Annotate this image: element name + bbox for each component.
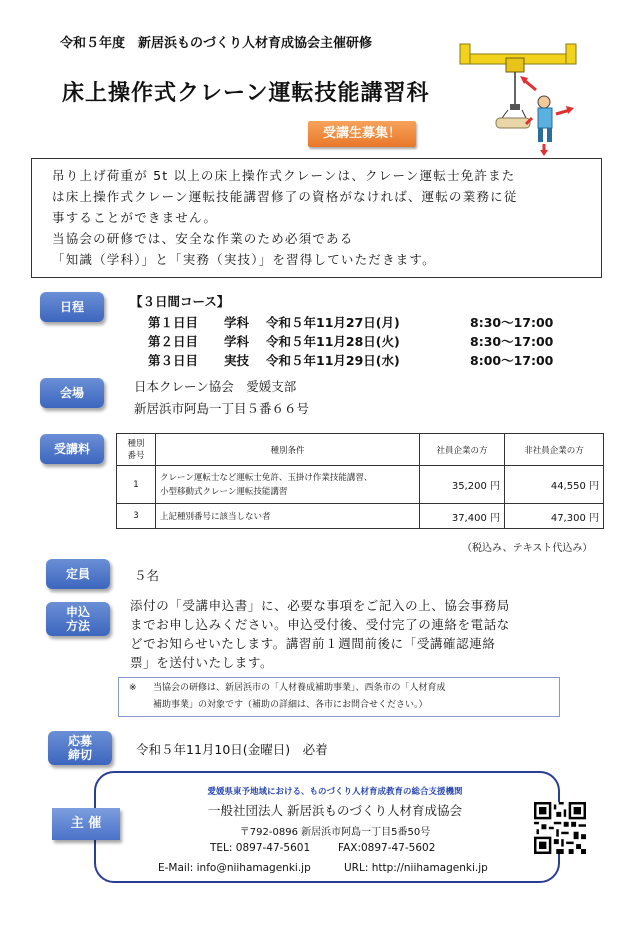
venue-tag: 会場	[40, 378, 104, 408]
table-header: 種別条件	[156, 434, 420, 466]
qr-code-icon[interactable]	[534, 802, 586, 854]
fee-no: 3	[117, 504, 156, 529]
note-mark: ※	[129, 683, 137, 693]
note-line: 当協会の研修は、新居浜市の「人材養成補助事業」、西条市の「人材育成	[153, 683, 446, 693]
fee-nonmember: 44,550 円	[505, 466, 604, 504]
schedule-time: 8:30～17:00	[470, 334, 554, 349]
schedule-tag: 日程	[40, 292, 104, 322]
fee-condition-line: 上記種別番号に該当しない者	[160, 512, 271, 522]
fee-nonmember: 47,300 円	[505, 504, 604, 529]
schedule-day: 第２日目	[148, 334, 199, 349]
fee-condition	[156, 504, 420, 529]
intro-line: 「知識（学科）」と「実務（実技）」を習得していただきます。	[52, 252, 436, 267]
apply-line: までお申し込みください。申込受付後、受付完了の連絡を電話な	[130, 617, 510, 632]
fee-condition	[156, 466, 420, 504]
fee-no: 1	[117, 466, 156, 504]
organizer-email[interactable]: E-Mail: info@niihamagenki.jp	[158, 862, 311, 874]
apply-line: どでお知らせいたします。講習前１週間前後に「受講確認連絡	[130, 636, 496, 651]
page-title: 床上操作式クレーン運転技能講習科	[62, 81, 430, 106]
organizer-name: 一般社団法人 新居浜ものづくり人材育成協会	[208, 803, 462, 818]
schedule-day: 第３日目	[148, 353, 199, 368]
fee-condition-line: クレーン運転士など運転士免許、玉掛け作業技能講習、	[160, 472, 373, 483]
organizer-tagline: 愛媛県東予地域における、ものづくり人材育成教育の総合支援機関	[207, 787, 463, 797]
intro-line: は床上操作式クレーン運転技能講習修了の資格がなければ、運転の業務に従	[52, 189, 518, 204]
schedule-type: 学科	[224, 315, 250, 330]
deadline-value: 令和５年11月10日(金曜日) 必着	[136, 742, 328, 757]
subsidy-note	[118, 677, 560, 717]
crane-illustration	[458, 40, 578, 158]
schedule-date: 令和５年11月29日(水)	[266, 353, 400, 368]
apply-tag-line: 方法	[65, 619, 90, 633]
deadline-tag-line: 応募	[67, 734, 92, 748]
apply-line: 添付の「受講申込書」に、必要な事項をご記入の上、協会事務局	[130, 598, 510, 613]
table-row	[117, 504, 604, 529]
table-header: 種別 番号	[117, 434, 156, 466]
organizer-fax: FAX:0897-47-5602	[338, 842, 436, 854]
table-header: 非社員企業の方	[505, 434, 604, 466]
schedule-time: 8:30～17:00	[470, 315, 554, 330]
table-header: 社員企業の方	[420, 434, 505, 466]
fee-member: 35,200 円	[420, 466, 505, 504]
recruit-badge: 受講生募集！	[308, 121, 416, 147]
fee-condition-line: 小型移動式クレーン運転技能講習	[160, 486, 288, 497]
schedule-type: 実技	[224, 353, 250, 368]
capacity-tag: 定員	[46, 559, 110, 589]
schedule-date: 令和５年11月27日(月)	[266, 315, 400, 330]
intro-line: 吊り上げ荷重が 5t 以上の床上操作式クレーンは、クレーン運転士免許また	[52, 168, 516, 183]
intro-line: 事することができません。	[52, 210, 218, 225]
fee-table	[116, 433, 604, 529]
schedule-date: 令和５年11月28日(火)	[266, 334, 400, 349]
table-row	[117, 466, 604, 504]
organizer-tel: TEL: 0897-47-5601	[210, 842, 311, 854]
fee-tag: 受講料	[40, 434, 104, 464]
apply-tag	[46, 602, 110, 636]
capacity-value: ５名	[134, 568, 160, 583]
note-line: 補助事業」の対象です（補助の詳細は、各市にお問合せください。）	[153, 700, 428, 710]
intro-line: 当協会の研修では、安全な作業のため必須である	[52, 231, 354, 246]
fee-member: 37,400 円	[420, 504, 505, 529]
organizer-url[interactable]: URL: http://niihamagenki.jp	[344, 862, 488, 874]
organizer-address: 〒792-0896 新居浜市阿島一丁目5番50号	[239, 827, 431, 838]
deadline-tag	[48, 731, 112, 765]
intro-box	[31, 158, 602, 278]
schedule-time: 8:00～17:00	[470, 353, 554, 368]
apply-tag-line: 申込	[65, 605, 90, 619]
apply-text	[130, 596, 510, 672]
fee-note: （税込み、テキスト代込み）	[462, 543, 593, 554]
venue-name: 日本クレーン協会 愛媛支部	[134, 379, 297, 394]
course-label: 【３日間コース】	[130, 294, 230, 309]
apply-line: 票」を送付いたします。	[130, 655, 274, 670]
table-header-row	[117, 434, 604, 466]
organizer-tag: 主 催	[52, 808, 120, 840]
venue-address: 新居浜市阿島一丁目５番６６号	[134, 401, 310, 416]
schedule-day: 第１日目	[148, 315, 199, 330]
deadline-tag-line: 締切	[67, 748, 92, 762]
header-subtitle: 令和５年度 新居浜ものづくり人材育成協会主催研修	[60, 36, 373, 51]
schedule-type: 学科	[224, 334, 250, 349]
